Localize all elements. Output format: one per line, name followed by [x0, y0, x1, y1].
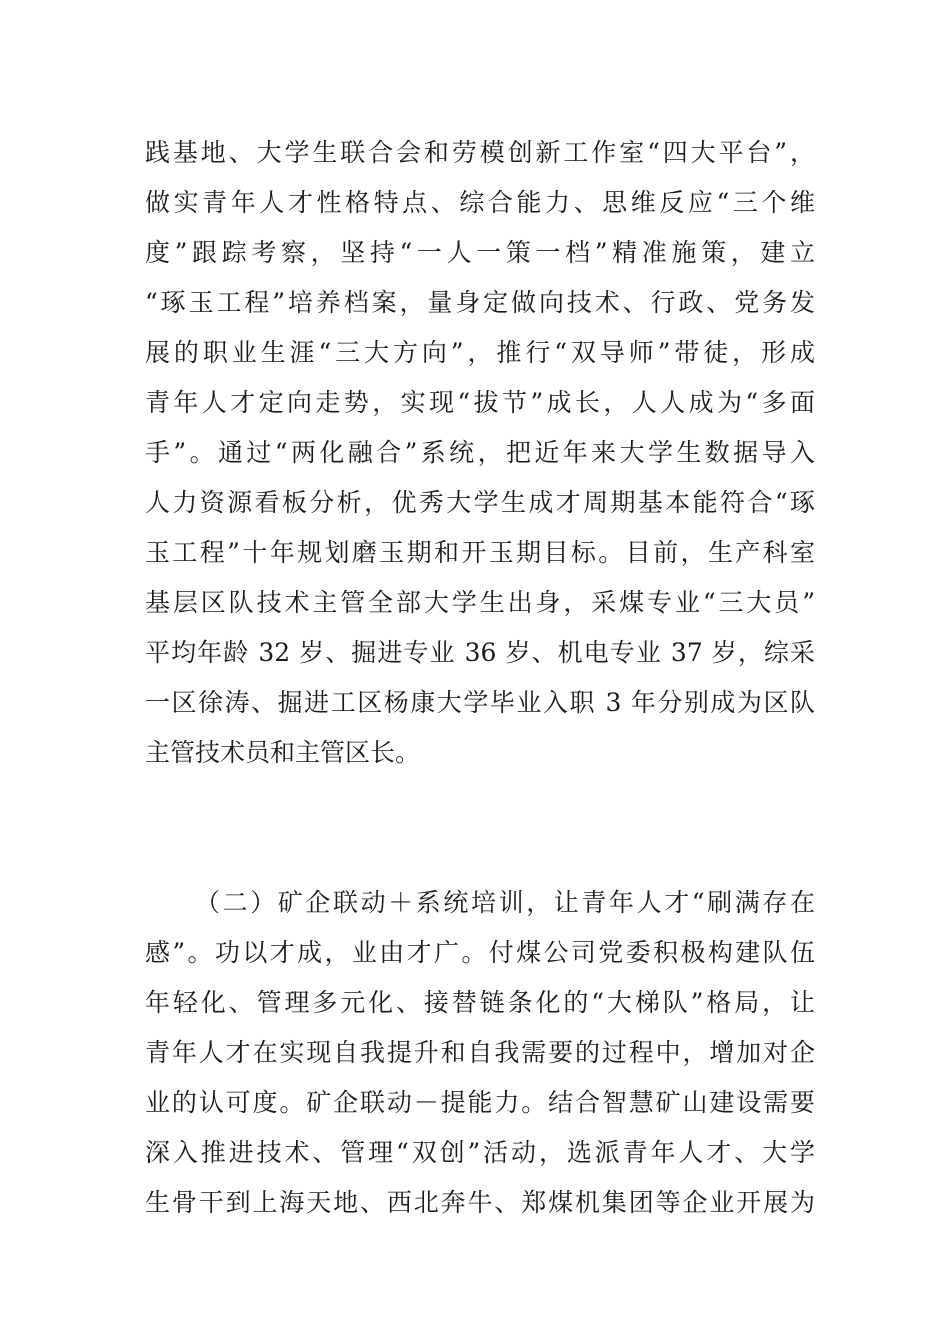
paragraph-line: 做实青年人才性格特点、综合能力、思维反应“三个维	[145, 188, 815, 217]
paragraph-line: 业的认可度。矿企联动－提能力。结合智慧矿山建设需要	[145, 1088, 815, 1117]
paragraph-line: 一区徐涛、掘进工区杨康大学毕业入职 3 年分别成为区队	[145, 688, 815, 717]
paragraph-line: 践基地、大学生联合会和劳模创新工作室“四大平台”，	[145, 138, 815, 167]
paragraph-line: 生骨干到上海天地、西北奔牛、郑煤机集团等企业开展为	[145, 1188, 815, 1217]
paragraph-line: 年轻化、管理多元化、接替链条化的“大梯队”格局，让	[145, 988, 815, 1017]
paragraph-line: 基层区队技术主管全部大学生出身，采煤专业“三大员”	[145, 588, 815, 617]
paragraph-line: 手”。通过“两化融合”系统，把近年来大学生数据导入	[145, 438, 815, 467]
paragraph-line: 感”。功以才成，业由才广。付煤公司党委积极构建队伍	[145, 938, 815, 967]
paragraph-line: 主管技术员和主管区长。	[145, 738, 421, 767]
paragraph-line: “琢玉工程”培养档案，量身定做向技术、行政、党务发	[145, 288, 815, 317]
paragraph-line: 人力资源看板分析，优秀大学生成才周期基本能符合“琢	[145, 488, 815, 517]
paragraph-line: 青年人才在实现自我提升和自我需要的过程中，增加对企	[145, 1038, 815, 1067]
paragraph-line: （二）矿企联动＋系统培训，让青年人才“刷满存在	[195, 888, 815, 917]
paragraph-line: 青年人才定向走势，实现“拔节”成长，人人成为“多面	[145, 388, 815, 417]
paragraph-line: 玉工程”十年规划磨玉期和开玉期目标。目前，生产科室	[145, 538, 815, 567]
paragraph-line: 展的职业生涯“三大方向”，推行“双导师”带徒，形成	[145, 338, 815, 367]
paragraph-line: 度”跟踪考察，坚持“一人一策一档”精准施策，建立	[145, 238, 815, 267]
paragraph-line: 平均年龄 32 岁、掘进专业 36 岁、机电专业 37 岁，综采	[145, 638, 815, 667]
paragraph-line: 深入推进技术、管理“双创”活动，选派青年人才、大学	[145, 1138, 815, 1167]
